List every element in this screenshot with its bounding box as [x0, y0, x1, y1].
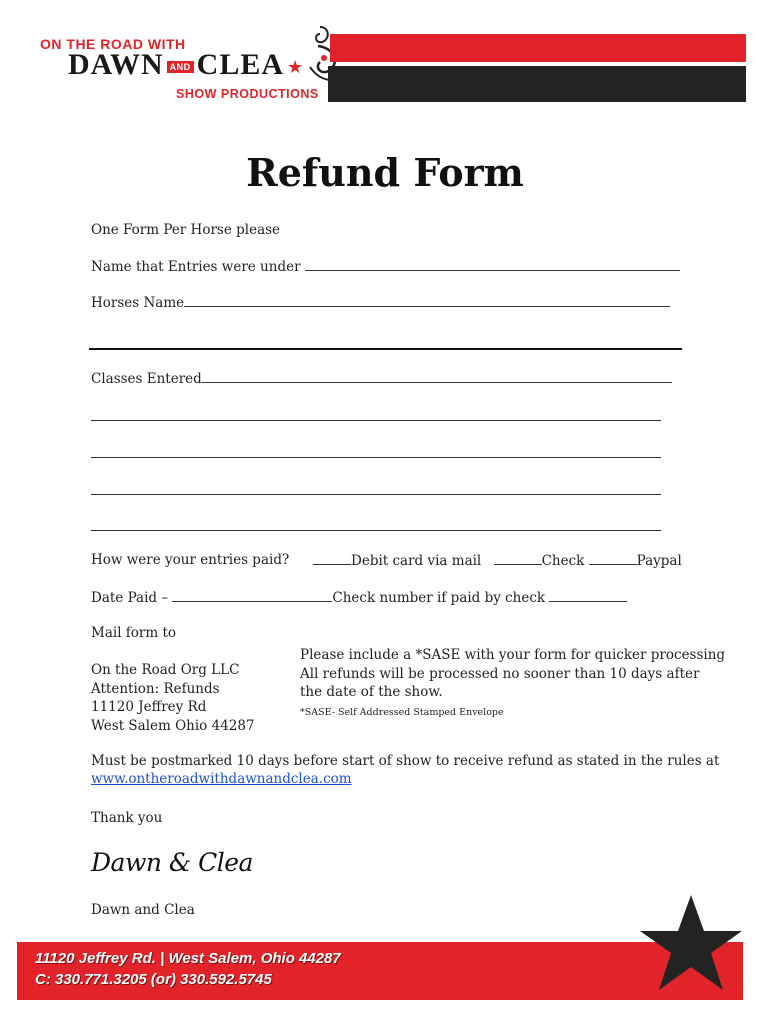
classes-field-row [91, 370, 672, 387]
logo-wordmark [68, 48, 284, 82]
signature: Dawn & Clea [91, 848, 253, 877]
logo-star-icon: ★ [287, 57, 304, 78]
note-line: the date of the show. [300, 684, 443, 700]
address-line: West Salem Ohio 44287 [91, 717, 255, 734]
header-black-band [328, 66, 746, 102]
name-field-label: Name that Entries were under [91, 259, 301, 275]
check-number-label: Check number if paid by check [332, 590, 546, 606]
classes-line-2[interactable] [91, 420, 661, 421]
date-paid-label: Date Paid – [91, 590, 169, 606]
check-number-line[interactable] [549, 589, 627, 602]
address-line: Attention: Refunds [91, 680, 220, 697]
footer-phone: C: 330.771.3205 (or) 330.592.5745 [35, 971, 272, 988]
address-line: 11120 Jeffrey Rd [91, 699, 207, 715]
classes-field-label: Classes Entered [91, 371, 202, 387]
intro-text: One Form Per Horse please [91, 222, 281, 238]
name-field-line[interactable] [305, 258, 680, 271]
mail-label: Mail form to [91, 625, 177, 641]
check-option-label: Check [541, 553, 585, 569]
classes-line-4[interactable] [91, 494, 661, 495]
footer-band [17, 942, 743, 1000]
note-line: All refunds will be processed no sooner than 10 days after [300, 665, 700, 682]
date-paid-row [91, 589, 627, 606]
debit-option-line[interactable] [313, 552, 351, 565]
paypal-option-label: Paypal [636, 553, 682, 569]
logo-and: AND [167, 61, 194, 73]
paypal-option-line[interactable] [589, 552, 637, 565]
logo-clea: CLEA [196, 48, 285, 81]
debit-option-label: Debit card via mail [351, 553, 482, 569]
classes-line-5[interactable] [91, 530, 661, 531]
page-title: Refund Form [246, 150, 524, 195]
website-link[interactable]: www.ontheroadwithdawnandclea.com [91, 771, 352, 787]
payment-options [313, 552, 682, 569]
date-paid-line[interactable] [172, 589, 332, 602]
check-option-line[interactable] [494, 552, 542, 565]
address-line: On the Road Org LLC [91, 662, 240, 678]
signoff-text: Dawn and Clea [91, 902, 195, 918]
classes-line-3[interactable] [91, 457, 661, 458]
logo-tagline: ON THE ROAD WITH [40, 36, 186, 52]
horse-extra-line[interactable] [89, 348, 682, 350]
horse-field-row [91, 294, 670, 311]
payment-question: How were your entries paid? [91, 552, 290, 568]
postmark-notice [91, 752, 719, 788]
star-icon [638, 893, 744, 993]
mail-address [91, 661, 255, 735]
header-red-band [330, 34, 746, 62]
classes-field-line[interactable] [202, 370, 672, 383]
name-field-row [91, 258, 680, 275]
logo-subtitle: SHOW PRODUCTIONS [176, 87, 319, 101]
logo-dawn: DAWN [68, 48, 164, 81]
processing-notes [300, 646, 725, 722]
footer-address: 11120 Jeffrey Rd. | West Salem, Ohio 44287 [35, 950, 341, 967]
postmark-text: Must be postmarked 10 days before start of show to receive refund as stated in the rules at [91, 753, 720, 769]
horse-field-label: Horses Name [91, 295, 185, 311]
sase-note: *SASE- Self Addressed Stamped Envelope [300, 706, 504, 718]
thank-you-text: Thank you [91, 810, 163, 826]
horse-field-line[interactable] [184, 294, 670, 307]
note-line: Please include a *SASE with your form for quicker processing [300, 647, 726, 663]
